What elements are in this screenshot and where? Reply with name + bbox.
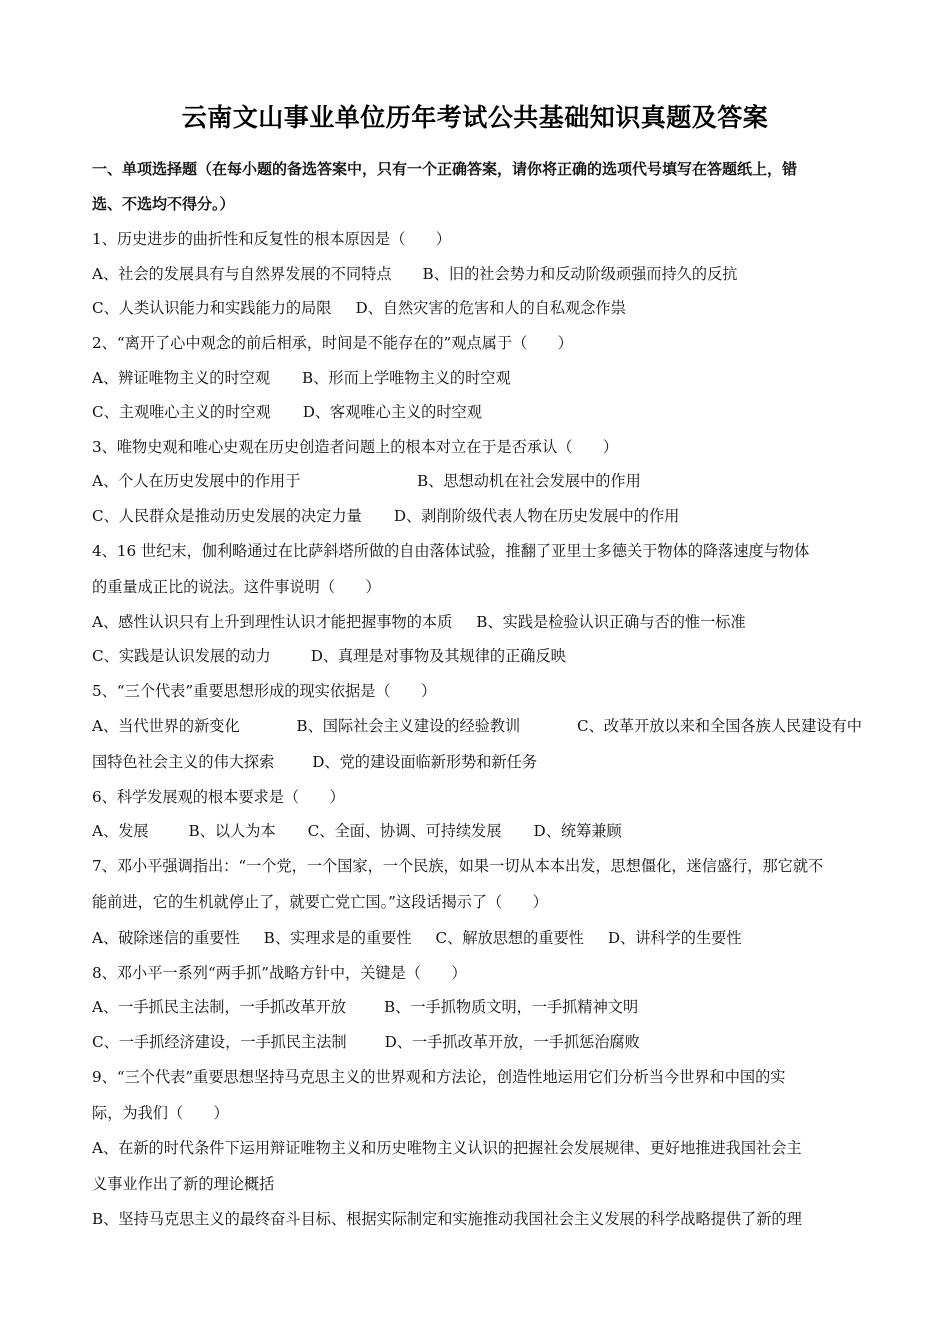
question-4-stem-line2: 的重量成正比的说法。这件事说明（ ） (92, 578, 381, 596)
page-title: 云南文山事业单位历年考试公共基础知识真题及答案 (181, 103, 769, 132)
question-4-stem-line1: 4、16 世纪末，伽利略通过在比萨斜塔所做的自由落体试验，推翻了亚里士多德关于物体的降落速度与物体 (92, 542, 810, 560)
question-2-stem: 2、“离开了心中观念的前后相承，时间是不能存在的”观点属于（ ） (92, 334, 573, 352)
question-9-stem-line2: 际，为我们（ ） (92, 1104, 229, 1122)
question-6-stem: 6、科学发展观的根本要求是（ ） (92, 788, 345, 806)
option-b: B、以人为本 (188, 822, 276, 840)
option-a: A、辨证唯物主义的时空观 (92, 369, 271, 387)
question-9-stem-line1: 9、“三个代表”重要思想坚持马克思主义的世界观和方法论，创造性地运用它们分析当今世界和中国的实 (92, 1068, 786, 1086)
question-1-options-row-2 (92, 297, 862, 319)
question-7-stem-line2: 能前进，它的生机就停止了，就要亡党亡国。”这段话揭示了（ ） (92, 893, 548, 911)
option-c: C、人类认识能力和实践能力的局限 (92, 299, 332, 317)
option-b: B、一手抓物质文明，一手抓精神文明 (383, 998, 639, 1016)
question-8-options-row-1 (92, 996, 862, 1018)
question-3-options-row-1 (92, 470, 862, 492)
option-a: A、破除迷信的重要性 (92, 929, 240, 947)
question-9-option-a-line1: A、在新的时代条件下运用辩证唯物主义和历史唯物主义认识的把握社会发展规律、更好地推进我国社会主 (92, 1139, 802, 1157)
option-d: D、讲科学的生要性 (607, 929, 742, 947)
option-d: D、自然灾害的危害和人的自私观念作祟 (355, 299, 626, 317)
question-1-stem: 1、历史进步的曲折性和反复性的根本原因是（ ） (92, 230, 451, 248)
option-c: C、人民群众是推动历史发展的决定力量 (92, 507, 362, 525)
question-9-option-a-line2: 义事业作出了新的理论概括 (92, 1175, 275, 1193)
option-a: A、一手抓民主法制，一手抓改革开放 (92, 998, 346, 1016)
question-2-options-row-1 (92, 367, 862, 389)
option-d: D、统筹兼顾 (533, 822, 622, 840)
option-b: B、思想动机在社会发展中的作用 (417, 472, 641, 490)
option-d: D、党的建设面临新形势和新任务 (312, 753, 538, 771)
question-6-options-row (92, 820, 862, 842)
question-1-options-row-1 (92, 263, 862, 285)
option-a: A、当代世界的新变化 (92, 717, 240, 735)
question-7-options-row (92, 927, 862, 949)
question-9-option-b-line1: B、坚持马克思主义的最终奋斗目标、根据实际制定和实施推动我国社会主义发展的科学战略提供了新的理 (92, 1210, 802, 1228)
option-a: A、社会的发展具有与自然界发展的不同特点 (92, 265, 392, 283)
question-7-stem-line1: 7、邓小平强调指出：“一个党，一个国家，一个民族，如果一切从本本出发，思想僵化，迷信盛行，那它就不 (92, 857, 824, 875)
option-d: D、真理是对事物及其规律的正确反映 (310, 647, 566, 665)
option-d: D、一手抓改革开放，一手抓惩治腐败 (384, 1033, 640, 1051)
option-c-continued: 国特色社会主义的伟大探索 (92, 753, 275, 771)
option-b: B、实践是检验认识正确与否的惟一标准 (476, 613, 746, 631)
option-b: B、旧的社会势力和反动阶级顽强而持久的反抗 (422, 265, 738, 283)
section-heading-line1: 一、单项选择题（在每小题的备选答案中，只有一个正确答案，请你将正确的选项代号填写在答题纸上，错 (92, 160, 798, 178)
question-2-options-row-2 (92, 401, 862, 423)
question-3-options-row-2 (92, 505, 862, 527)
option-a: A、感性认识只有上升到理性认识才能把握事物的本质 (92, 613, 453, 631)
option-a: A、个人在历史发展中的作用于 (92, 472, 301, 490)
option-a: A、发展 (92, 822, 149, 840)
option-c: C、解放思想的重要性 (435, 929, 584, 947)
option-c: C、实践是认识发展的动力 (92, 647, 271, 665)
question-3-stem: 3、唯物史观和唯心史观在历史创造者问题上的根本对立在于是否承认（ ） (92, 438, 619, 456)
section-heading-line2: 选、不选均不得分。） (92, 195, 235, 213)
option-d: D、客观唯心主义的时空观 (302, 403, 482, 421)
question-4-options-row-2 (92, 645, 862, 667)
question-5-options-row-2 (92, 751, 862, 773)
question-5-stem: 5、“三个代表”重要思想形成的现实依据是（ ） (92, 682, 437, 700)
option-c: C、一手抓经济建设，一手抓民主法制 (92, 1033, 347, 1051)
question-5-options-row-1 (92, 715, 862, 737)
option-b: B、国际社会主义建设的经验教训 (296, 717, 521, 735)
question-8-options-row-2 (92, 1031, 862, 1053)
option-d: D、剥削阶级代表人物在历史发展中的作用 (393, 507, 680, 525)
option-b: B、实理求是的重要性 (263, 929, 412, 947)
option-b: B、形而上学唯物主义的时空观 (302, 369, 511, 387)
option-c: C、全面、协调、可持续发展 (307, 822, 502, 840)
question-8-stem: 8、邓小平一系列“两手抓”战略方针中，关键是（ ） (92, 964, 467, 982)
question-4-options-row-1 (92, 611, 862, 633)
option-c: C、改革开放以来和全国各族人民建设有中 (576, 717, 862, 735)
option-c: C、主观唯心主义的时空观 (92, 403, 271, 421)
